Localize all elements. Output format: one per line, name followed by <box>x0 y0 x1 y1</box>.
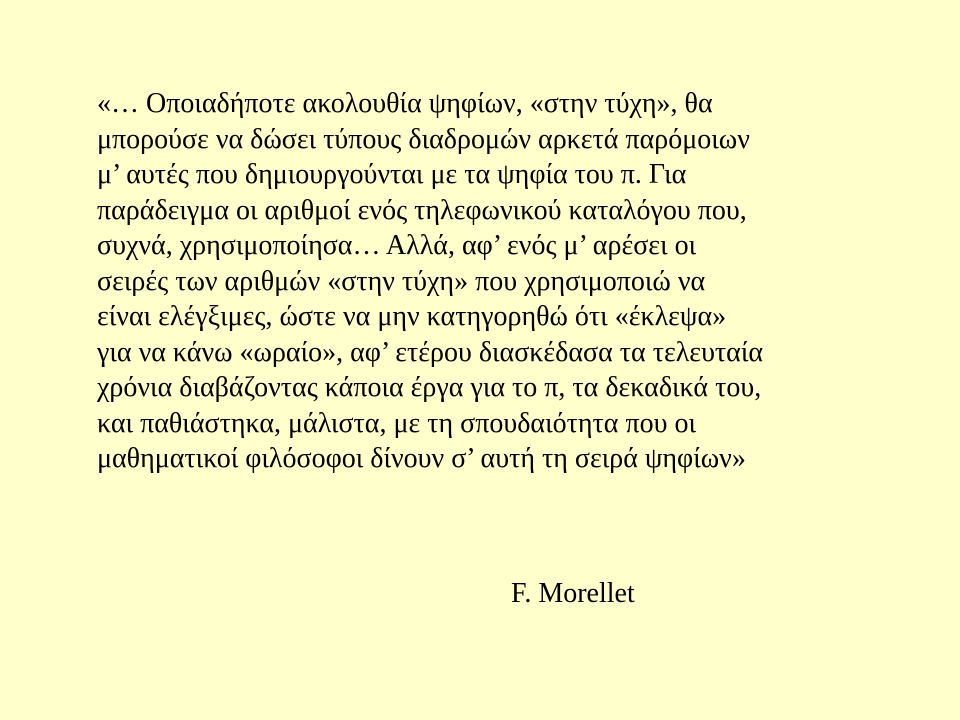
quote-line: μ’ αυτές που δημιουργούνται με τα ψηφία του π. Για <box>97 159 687 190</box>
quote-line: και παθιάστηκα, μάλιστα, με τη σπουδαιότητα που οι <box>97 407 696 439</box>
quote-block <box>97 86 897 477</box>
quote-line: συχνά, χρησιμοποίησα… Αλλά, αφ’ ενός μ’ αρέσει οι <box>97 230 697 261</box>
quote-line: «… Οποιαδήποτε ακολουθία ψηφίων, «στην τύχη», θα <box>97 88 713 119</box>
quote-line: μπορούσε να δώσει τύπους διαδρομών αρκετά παρόμοιων <box>97 123 750 155</box>
attribution: F. Morellet <box>511 578 635 609</box>
quote-line: μαθηματικοί φιλόσοφοι δίνουν σ’ αυτή τη σειρά ψηφίων» <box>97 443 746 474</box>
quote-line: χρόνια διαβάζοντας κάποια έργα για το π, τα δεκαδικά του, <box>97 372 762 403</box>
quote-line: είναι ελέγξιμες, ώστε να μην κατηγορηθώ ότι «έκλεψα» <box>97 301 727 332</box>
quote-line: παράδειγμα οι αριθμοί ενός τηλεφωνικού καταλόγου που, <box>97 194 747 226</box>
quote-line: για να κάνω «ωραίο», αφ’ ετέρου διασκέδασα τα τελευταία <box>97 336 764 368</box>
quote-line: σειρές των αριθμών «στην τύχη» που χρησιμοποιώ να <box>97 265 706 297</box>
